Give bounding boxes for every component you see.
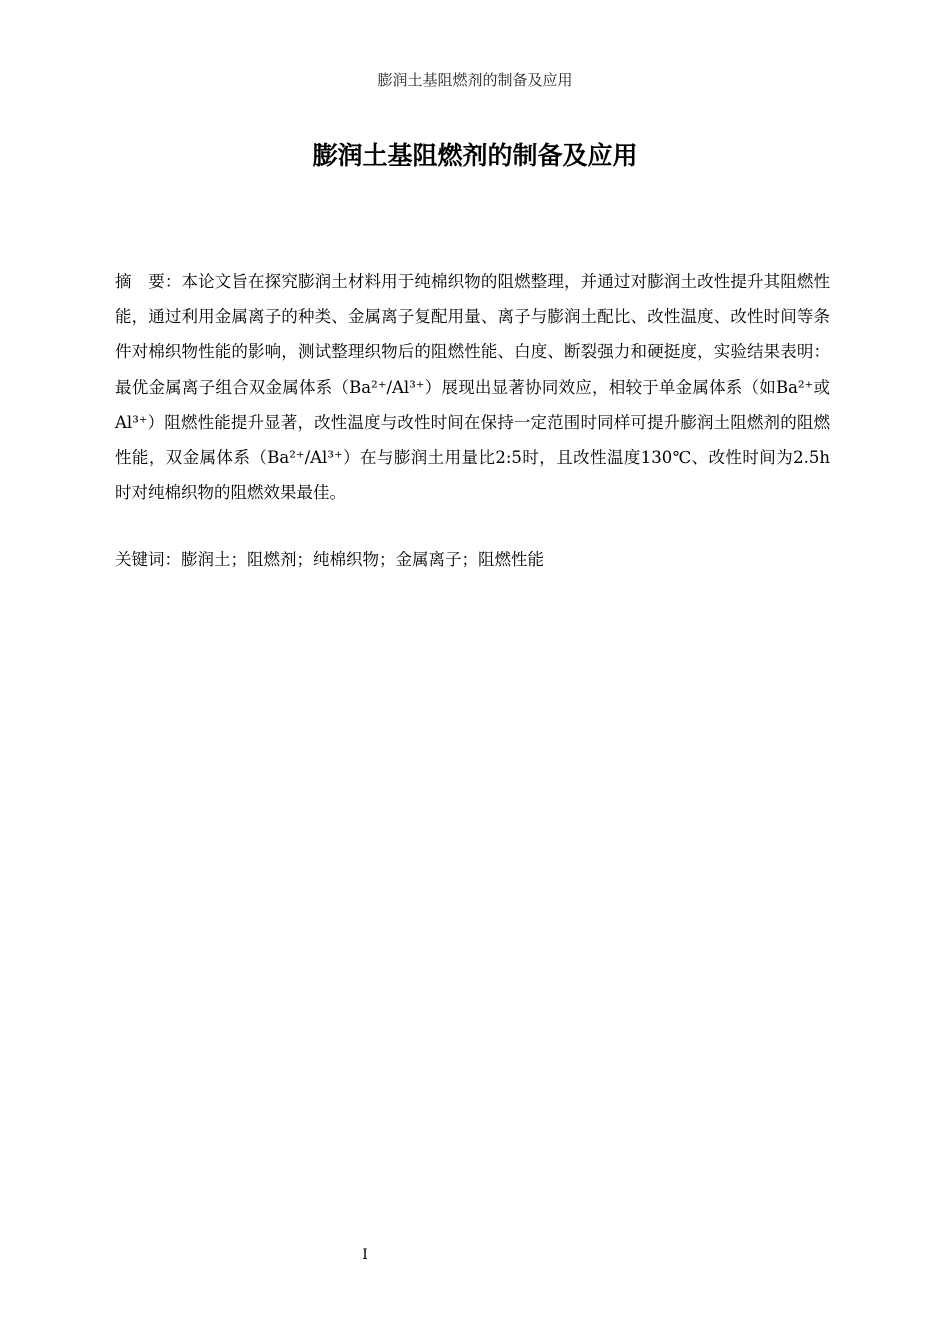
keywords-text: 膨润土；阻燃剂；纯棉织物；金属离子；阻燃性能 bbox=[181, 550, 544, 569]
abstract-text: 本论文旨在探究膨润土材料用于纯棉织物的阻燃整理，并通过对膨润土改性提升其阻燃性能，通过利用金属离子的种类、金属离子复配用量、离子与膨润土配比、改性温度、改性时间等条件对棉织物性能的影响，测试整理织物后的阻燃性能、白度、断裂强力和硬挺度，实验结果表明：最优金属离子组合双金属体系（Ba²⁺/Al³⁺）展现出显著协同效应，相较于单金属体系（如Ba²⁺或Al³⁺）阻燃性能提升显著，改性温度与改性时间在保持一定范围时同样可提升膨润土阻燃剂的阻燃性能，双金属体系（Ba²⁺/Al³⁺）在与膨润土用量比2:5时，且改性温度130℃、改性时间为2.5h时对纯棉织物的阻燃效果最佳。 bbox=[115, 272, 831, 503]
page-number: I bbox=[362, 1247, 368, 1263]
keywords-paragraph bbox=[115, 545, 830, 575]
abstract-paragraph bbox=[115, 264, 830, 510]
running-header: 膨润土基阻燃剂的制备及应用 bbox=[377, 71, 573, 89]
abstract-label: 摘 要： bbox=[115, 272, 182, 291]
document-title: 膨润土基阻燃剂的制备及应用 bbox=[312, 141, 638, 170]
keywords-label: 关键词： bbox=[115, 550, 181, 569]
